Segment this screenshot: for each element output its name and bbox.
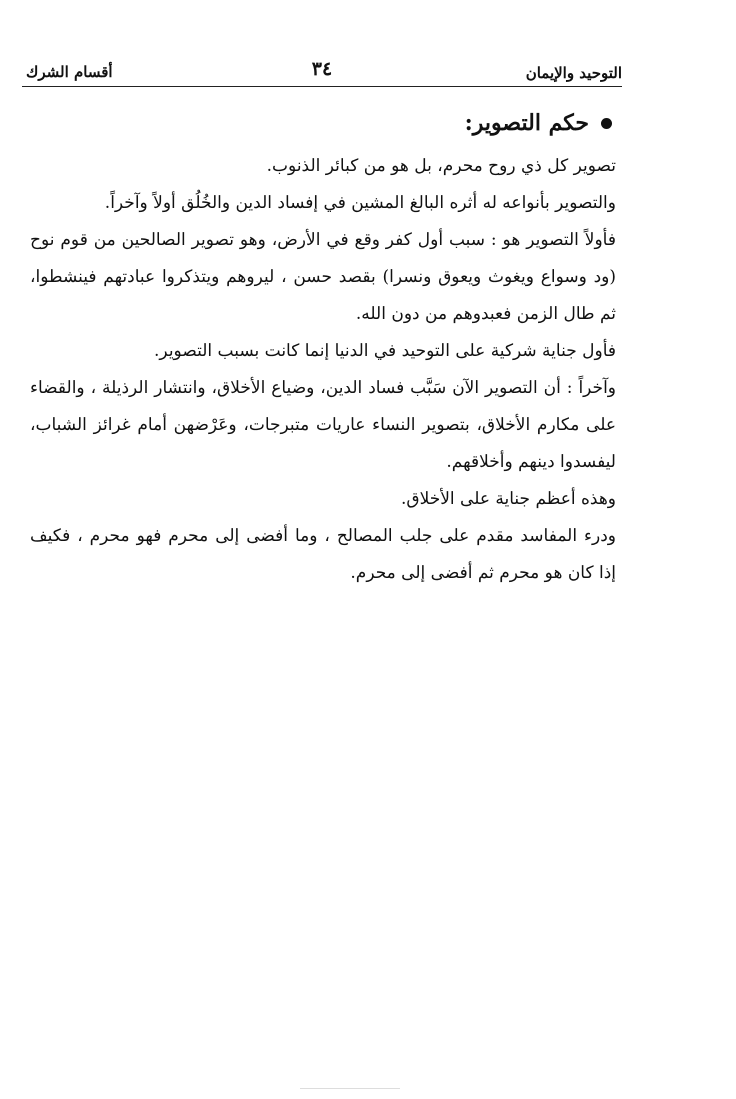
section-heading bbox=[30, 110, 616, 136]
bullet-icon bbox=[601, 118, 612, 129]
header-chapter-title: أقسام الشرك bbox=[26, 63, 113, 81]
page-header bbox=[22, 52, 622, 87]
paragraph: والتصوير بأنواعه له أثره البالغ المشين في إفساد الدين والخُلُق أولاً وآخراً. bbox=[104, 193, 616, 213]
section-heading-text: حكم التصوير: bbox=[464, 110, 589, 136]
header-book-title: التوحيد والإيمان bbox=[525, 64, 622, 82]
paragraph: تصوير كل ذي روح محرم، بل هو من كبائر الذنوب. bbox=[266, 156, 616, 176]
header-page-number: ٣٤ bbox=[311, 58, 333, 80]
scan-artifact-line bbox=[300, 1088, 400, 1089]
page-body bbox=[30, 110, 616, 592]
paragraph: ودرء المفاسد مقدم على جلب المصالح ، وما أفضى إلى محرم فهو محرم ، فكيف إذا كان هو محرم ثم أفضى إلى محرم. bbox=[30, 526, 616, 583]
paragraph: فأولاً التصوير هو : سبب أول كفر وقع في الأرض، وهو تصوير الصالحين من قوم نوح (ود وسواع ويغوث ويعوق ونسرا) بقصد حسن ، ليروهم ويتذكروا عبادتهم فينشطوا، ثم طال الزمن فعبدوهم من دون الله. bbox=[30, 230, 616, 324]
paragraph: فأول جناية شركية على التوحيد في الدنيا إنما كانت بسبب التصوير. bbox=[154, 341, 616, 361]
paragraph: وهذه أعظم جناية على الأخلاق. bbox=[400, 489, 616, 509]
paragraph: وآخراً : أن التصوير الآن سَبَّب فساد الدين، وضياع الأخلاق، وانتشار الرذيلة ، والقضاء على مكارم الأخلاق، بتصوير النساء عاريات متبرجات، وعَرْضهن أمام غرائز الشباب، ليفسدوا دينهم وأخلاقهم. bbox=[30, 378, 616, 472]
